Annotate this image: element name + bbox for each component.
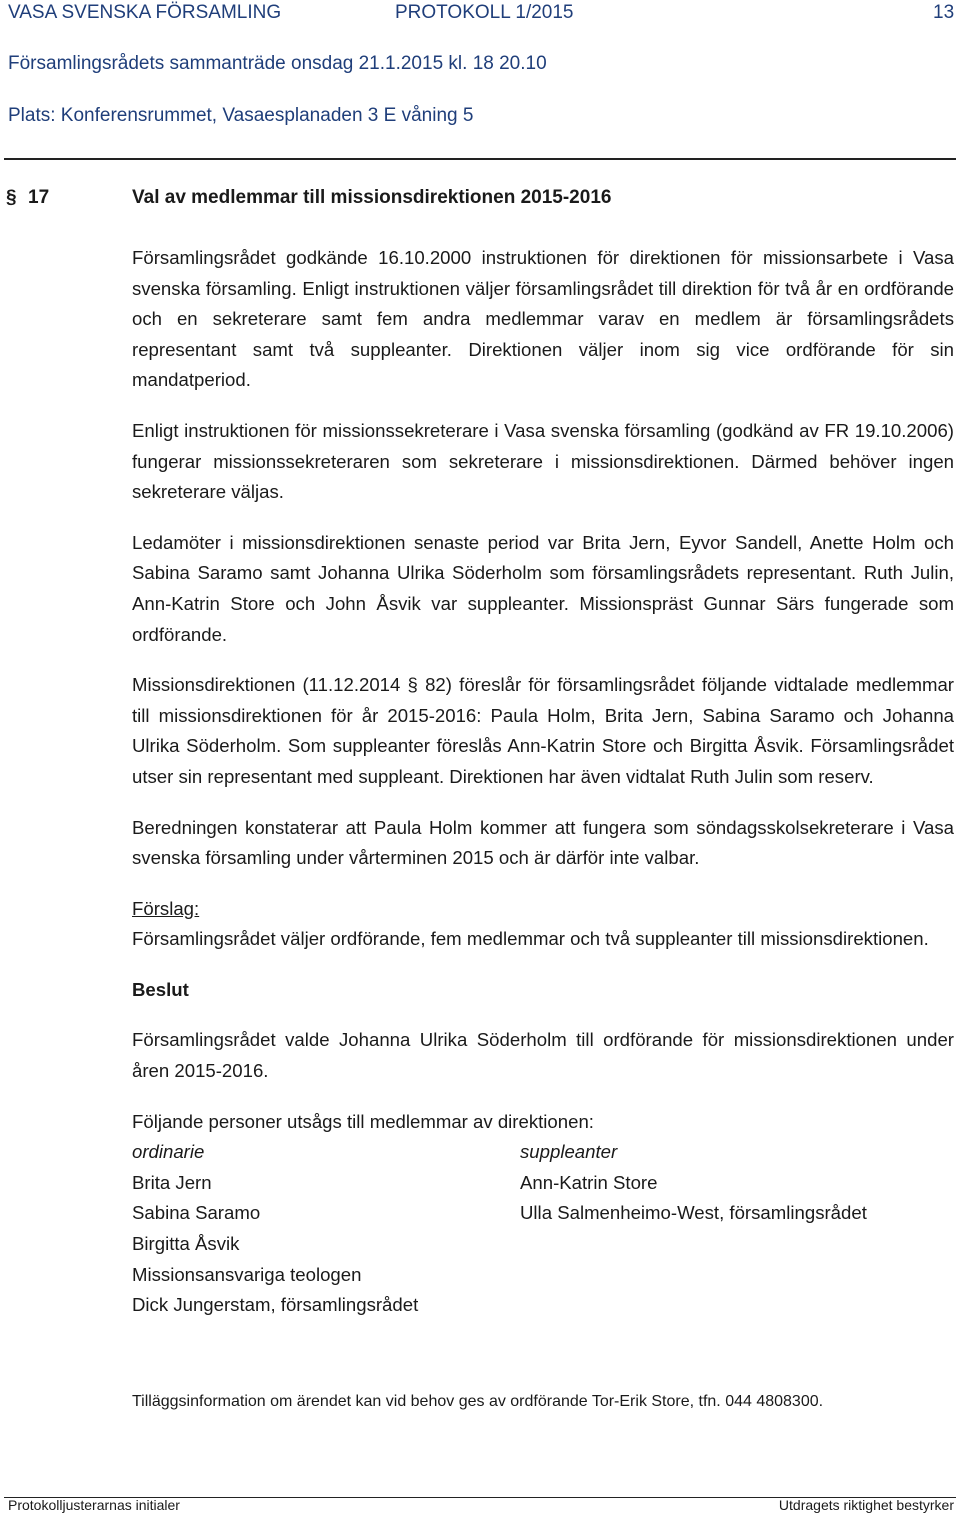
- section-heading: [6, 187, 612, 209]
- members-header-row: [132, 1137, 954, 1168]
- member-ordinary: Brita Jern: [132, 1171, 212, 1193]
- protocol-number: PROTOKOLL 1/2015: [395, 2, 574, 23]
- document-body: [132, 243, 954, 1321]
- member-deputy: Ann-Katrin Store: [520, 1171, 658, 1193]
- member-deputy: [520, 1290, 954, 1321]
- section-title: Val av medlemmar till missionsdirektionen 2015-2016: [132, 187, 612, 208]
- header-divider: [4, 158, 956, 160]
- deputy-label: suppleanter: [520, 1141, 618, 1163]
- ordinary-label: ordinarie: [132, 1141, 205, 1163]
- paragraph-secretary: Enligt instruktionen för missionssekreterare i Vasa svenska församling (godkänd av FR 19.10.2006) fungerar missionssekreteraren som sekreterare i missionsdirektionen. Därmed behöver ingen sekreterare väljas.: [132, 419, 954, 503]
- meeting-line: Församlingsrådets sammanträde onsdag 21.1.2015 kl. 18 20.10: [8, 53, 547, 74]
- proposal-block: [132, 894, 954, 955]
- decision-label: Beslut: [132, 978, 189, 1000]
- proposal-text: Församlingsrådet väljer ordförande, fem medlemmar och två suppleanter till missionsdirektionen.: [132, 928, 929, 950]
- decision-text: Församlingsrådet valde Johanna Ulrika Söderholm till ordförande för missionsdirektionen under åren 2015-2016.: [132, 1029, 954, 1082]
- member-row: [132, 1168, 954, 1199]
- paragraph-instruction-rest: Enligt instruktionen väljer församlingsrådet till direktion för två år en ordförande och en sekreterare samt fem andra medlemmar varav en medlem är församlingsrådets representant samt två suppleanter. Direktionen väljer inom sig vice ordförande för sin mandatperiod.: [132, 277, 954, 391]
- member-deputy: [520, 1229, 954, 1260]
- member-row: [132, 1198, 954, 1229]
- additional-information: Tilläggsinformation om ärendet kan vid behov ges av ordförande Tor-Erik Store, tfn. 044 4808300.: [132, 1393, 824, 1410]
- paragraph-instruction-lead: Församlingsrådet godkände 16.10.2000 instruktionen för direktionen för missionsarbete i Vasa svenska församling.: [132, 247, 954, 299]
- section-sign: §: [6, 187, 17, 208]
- proposal-label: Förslag:: [132, 897, 200, 919]
- member-ordinary: Sabina Saramo: [132, 1202, 261, 1224]
- footer-certification-label: Utdragets riktighet bestyrker: [778, 1497, 954, 1513]
- member-row: [132, 1229, 954, 1260]
- paragraph-instruction: [132, 243, 954, 396]
- page-number: 13: [933, 2, 955, 23]
- member-ordinary: Missionsansvariga teologen: [132, 1263, 362, 1285]
- paragraph-preparation: Beredningen konstaterar att Paula Holm kommer att fungera som söndagsskolsekreterare i Vasa svenska församling under vårterminen 2015 och är därför inte valbar.: [132, 816, 954, 869]
- member-row: [132, 1260, 954, 1291]
- paragraph-proposal-from-directorate: Missionsdirektionen (11.12.2014 § 82) föreslår för församlingsrådet följande vidtalade medlemmar till missionsdirektionen för år 2015-2016: Paula Holm, Brita Jern, Sabina Saramo och Johanna Ulrika Söderholm. Som suppleanter föreslås Ann-Katrin Store och Birgitta Åsvik. Församlingsrådet utser sin representant med suppleant. Direktionen har även vidtalat Ruth Julin som reserv.: [132, 674, 954, 787]
- organization-name: VASA SVENSKA FÖRSAMLING: [8, 2, 282, 23]
- paragraph-previous-members: Ledamöter i missionsdirektionen senaste period var Brita Jern, Eyvor Sandell, Anette Holm och Sabina Saramo samt Johanna Ulrika Söderholm som församlingsrådets representant. Ruth Julin, Ann-Katrin Store och John Åsvik var suppleanter. Missionspräst Gunnar Särs fungerade som ordförande.: [132, 531, 954, 645]
- place-line: Plats: Konferensrummet, Vasaesplanaden 3 E våning 5: [8, 105, 474, 126]
- members-block: [132, 1107, 954, 1321]
- member-ordinary: Birgitta Åsvik: [132, 1233, 240, 1255]
- document-header: [8, 1, 955, 25]
- member-ordinary: Dick Jungerstam, församlingsrådet: [132, 1294, 419, 1316]
- members-intro: Följande personer utsågs till medlemmar av direktionen:: [132, 1110, 594, 1132]
- member-deputy: Ulla Salmenheimo-West, församlingsrådet: [520, 1202, 867, 1224]
- footer-initials-label: Protokolljusterarnas initialer: [8, 1497, 180, 1513]
- member-row: [132, 1290, 954, 1321]
- member-deputy: [520, 1260, 954, 1291]
- section-number: 17: [28, 187, 50, 208]
